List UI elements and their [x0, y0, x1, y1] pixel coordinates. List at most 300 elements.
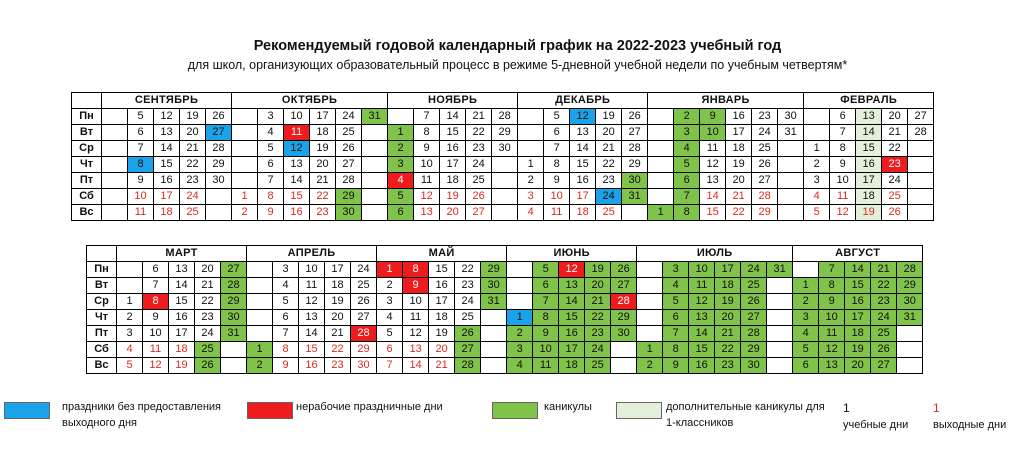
day-cell: 10 [533, 342, 559, 358]
day-cell: 21 [596, 141, 622, 157]
day-cell: 28 [908, 125, 934, 141]
day-cell: 15 [856, 141, 882, 157]
day-cell: 13 [559, 278, 585, 294]
day-cell: 20 [726, 173, 752, 189]
day-cell: 24 [466, 157, 492, 173]
day-cell: 10 [143, 326, 169, 342]
day-cell [637, 294, 663, 310]
day-cell: 6 [793, 358, 819, 374]
day-cell: 19 [440, 189, 466, 205]
day-cell: 18 [856, 189, 882, 205]
weekday-label: Сб [72, 189, 102, 205]
day-cell: 31 [897, 310, 923, 326]
day-cell: 4 [507, 358, 533, 374]
day-cell: 30 [206, 173, 232, 189]
day-cell: 2 [377, 278, 403, 294]
day-cell [102, 141, 128, 157]
day-cell: 16 [299, 358, 325, 374]
day-cell: 13 [414, 205, 440, 221]
day-cell: 14 [559, 294, 585, 310]
weekday-label: Пн [72, 109, 102, 125]
day-cell: 19 [325, 294, 351, 310]
day-cell [778, 173, 804, 189]
day-cell: 8 [830, 141, 856, 157]
day-cell: 21 [715, 326, 741, 342]
day-cell [206, 205, 232, 221]
day-cell [481, 326, 507, 342]
day-cell: 8 [533, 310, 559, 326]
day-cell [897, 326, 923, 342]
day-cell: 4 [518, 205, 544, 221]
day-cell: 3 [804, 173, 830, 189]
day-cell: 1 [507, 310, 533, 326]
weekday-label: Вс [87, 358, 117, 374]
day-cell [507, 278, 533, 294]
day-cell: 6 [273, 310, 299, 326]
day-cell: 29 [622, 157, 648, 173]
day-cell: 18 [429, 310, 455, 326]
day-cell: 14 [440, 109, 466, 125]
day-cell: 19 [726, 157, 752, 173]
day-cell: 23 [752, 109, 778, 125]
day-cell: 17 [726, 125, 752, 141]
day-cell: 8 [403, 262, 429, 278]
day-cell: 12 [299, 294, 325, 310]
legend-day-off-number: 1 [933, 401, 940, 415]
day-cell: 8 [143, 294, 169, 310]
day-cell: 29 [336, 189, 362, 205]
day-cell: 18 [570, 205, 596, 221]
month-name: НОЯБРЬ [388, 93, 518, 109]
day-cell: 27 [351, 310, 377, 326]
day-cell: 23 [455, 278, 481, 294]
day-cell [637, 326, 663, 342]
day-cell: 12 [284, 141, 310, 157]
day-cell [767, 310, 793, 326]
day-cell: 20 [715, 310, 741, 326]
day-cell: 31 [481, 294, 507, 310]
day-cell: 8 [128, 157, 154, 173]
day-cell: 6 [377, 342, 403, 358]
day-cell: 25 [741, 278, 767, 294]
day-cell: 3 [507, 342, 533, 358]
day-cell: 11 [143, 342, 169, 358]
legend-swatch-light-green [616, 402, 662, 419]
day-cell: 16 [440, 141, 466, 157]
day-cell: 20 [325, 310, 351, 326]
day-cell: 26 [351, 294, 377, 310]
day-cell: 10 [700, 125, 726, 141]
day-cell [492, 189, 518, 205]
day-cell: 26 [611, 262, 637, 278]
day-cell: 13 [856, 109, 882, 125]
day-cell: 16 [570, 173, 596, 189]
day-cell: 4 [258, 125, 284, 141]
day-cell [648, 189, 674, 205]
day-cell: 17 [429, 294, 455, 310]
weekday-label: Вс [72, 205, 102, 221]
day-cell [481, 310, 507, 326]
day-cell: 30 [611, 326, 637, 342]
day-cell: 17 [570, 189, 596, 205]
day-cell: 16 [856, 157, 882, 173]
day-cell: 13 [154, 125, 180, 141]
day-cell: 17 [845, 310, 871, 326]
day-cell: 2 [793, 294, 819, 310]
day-cell: 7 [414, 109, 440, 125]
day-cell: 24 [180, 189, 206, 205]
day-cell [232, 141, 258, 157]
day-cell: 27 [466, 205, 492, 221]
day-cell [388, 109, 414, 125]
day-cell: 16 [845, 294, 871, 310]
day-cell: 9 [414, 141, 440, 157]
day-cell [232, 109, 258, 125]
day-cell: 6 [544, 125, 570, 141]
day-cell: 1 [377, 262, 403, 278]
day-cell [767, 342, 793, 358]
day-cell: 3 [117, 326, 143, 342]
day-cell: 24 [455, 294, 481, 310]
day-cell: 11 [689, 278, 715, 294]
month-name: ДЕКАБРЬ [518, 93, 648, 109]
day-cell: 3 [674, 125, 700, 141]
page-title: Рекомендуемый годовой календарный график на 2022-2023 учебный год [253, 38, 782, 54]
day-cell: 7 [258, 173, 284, 189]
day-cell: 5 [273, 294, 299, 310]
day-cell: 4 [273, 278, 299, 294]
day-cell: 6 [674, 173, 700, 189]
day-cell [767, 294, 793, 310]
day-cell: 19 [596, 109, 622, 125]
day-cell: 23 [310, 205, 336, 221]
day-cell [622, 205, 648, 221]
day-cell [102, 189, 128, 205]
day-cell: 17 [440, 157, 466, 173]
day-cell: 31 [778, 125, 804, 141]
day-cell: 13 [570, 125, 596, 141]
day-cell: 31 [362, 109, 388, 125]
day-cell [518, 125, 544, 141]
day-cell [637, 278, 663, 294]
day-cell [648, 141, 674, 157]
day-cell: 9 [700, 109, 726, 125]
day-cell: 4 [804, 189, 830, 205]
day-cell [767, 326, 793, 342]
day-cell: 25 [455, 310, 481, 326]
day-cell: 21 [195, 278, 221, 294]
day-cell: 21 [180, 141, 206, 157]
day-cell: 14 [856, 125, 882, 141]
day-cell: 19 [429, 326, 455, 342]
day-cell: 15 [284, 189, 310, 205]
month-name: ИЮНЬ [507, 246, 637, 262]
day-cell: 11 [544, 205, 570, 221]
month-name: АВГУСТ [793, 246, 923, 262]
month-name: СЕНТЯБРЬ [102, 93, 232, 109]
month-name: ФЕВРАЛЬ [804, 93, 934, 109]
day-cell: 7 [273, 326, 299, 342]
day-cell [897, 342, 923, 358]
day-cell: 7 [663, 326, 689, 342]
legend-label-nonworking-holidays: нерабочие праздничные дни [296, 401, 443, 413]
day-cell: 2 [518, 173, 544, 189]
day-cell: 26 [622, 109, 648, 125]
day-cell: 13 [403, 342, 429, 358]
day-cell: 9 [403, 278, 429, 294]
day-cell [221, 358, 247, 374]
day-cell: 2 [388, 141, 414, 157]
day-cell: 22 [726, 205, 752, 221]
legend-swatch-green [492, 402, 538, 419]
day-cell: 22 [180, 157, 206, 173]
day-cell: 5 [258, 141, 284, 157]
day-cell: 28 [351, 326, 377, 342]
day-cell: 6 [533, 278, 559, 294]
day-cell: 27 [221, 262, 247, 278]
day-cell: 18 [726, 141, 752, 157]
day-cell: 9 [258, 205, 284, 221]
day-cell: 25 [195, 342, 221, 358]
day-cell: 18 [559, 358, 585, 374]
day-cell: 5 [533, 262, 559, 278]
day-cell: 13 [169, 262, 195, 278]
day-cell: 10 [819, 310, 845, 326]
day-cell [767, 278, 793, 294]
day-cell: 2 [804, 157, 830, 173]
legend-label-extra-vacations: дополнительные каникулы для 1-классников [666, 401, 825, 429]
day-cell: 23 [715, 358, 741, 374]
day-cell: 23 [195, 310, 221, 326]
day-cell: 7 [128, 141, 154, 157]
day-cell: 10 [128, 189, 154, 205]
weekday-label: Чт [87, 310, 117, 326]
day-cell: 9 [128, 173, 154, 189]
day-cell: 1 [388, 125, 414, 141]
day-cell: 1 [232, 189, 258, 205]
day-cell: 30 [351, 358, 377, 374]
day-cell: 25 [752, 141, 778, 157]
day-cell: 11 [700, 141, 726, 157]
day-cell: 26 [741, 294, 767, 310]
day-cell [492, 173, 518, 189]
day-cell: 8 [544, 157, 570, 173]
day-cell: 12 [570, 109, 596, 125]
weekday-label: Ср [72, 141, 102, 157]
day-cell: 8 [414, 125, 440, 141]
day-cell: 22 [585, 310, 611, 326]
day-cell [611, 358, 637, 374]
day-cell: 18 [845, 326, 871, 342]
day-cell [247, 278, 273, 294]
day-cell: 4 [663, 278, 689, 294]
day-cell: 5 [128, 109, 154, 125]
day-cell: 5 [117, 358, 143, 374]
day-cell: 3 [258, 109, 284, 125]
day-cell: 28 [455, 358, 481, 374]
weekday-label: Сб [87, 342, 117, 358]
day-cell [648, 125, 674, 141]
day-cell: 23 [466, 141, 492, 157]
day-cell: 24 [596, 189, 622, 205]
day-cell: 6 [663, 310, 689, 326]
day-cell: 9 [544, 173, 570, 189]
day-cell: 11 [533, 358, 559, 374]
day-cell: 27 [336, 157, 362, 173]
day-cell: 5 [377, 326, 403, 342]
day-cell: 30 [741, 358, 767, 374]
day-cell [767, 358, 793, 374]
day-cell: 30 [492, 141, 518, 157]
day-cell: 5 [674, 157, 700, 173]
legend-school-day-number: 1 [843, 401, 850, 415]
day-cell: 25 [882, 189, 908, 205]
day-cell [102, 157, 128, 173]
day-cell [778, 141, 804, 157]
day-cell: 27 [752, 173, 778, 189]
day-cell: 26 [455, 326, 481, 342]
day-cell: 8 [674, 205, 700, 221]
day-cell [362, 125, 388, 141]
day-cell: 20 [429, 342, 455, 358]
day-cell: 28 [741, 326, 767, 342]
day-cell [908, 157, 934, 173]
day-cell: 6 [830, 109, 856, 125]
day-cell: 25 [336, 125, 362, 141]
day-cell: 15 [154, 157, 180, 173]
day-cell: 30 [481, 278, 507, 294]
day-cell: 10 [830, 173, 856, 189]
day-cell: 4 [793, 326, 819, 342]
day-cell [232, 125, 258, 141]
month-name: МАЙ [377, 246, 507, 262]
day-cell: 16 [169, 310, 195, 326]
day-cell [793, 262, 819, 278]
day-cell: 16 [726, 109, 752, 125]
weekday-label: Вт [72, 125, 102, 141]
page-subtitle: для школ, организующих образовательный процесс в режиме 5-дневной учебной недели по учебным четвертям* [187, 58, 848, 72]
day-cell: 17 [169, 326, 195, 342]
day-cell: 3 [388, 157, 414, 173]
day-cell [362, 189, 388, 205]
day-cell: 27 [908, 109, 934, 125]
day-cell: 5 [388, 189, 414, 205]
month-name: ИЮЛЬ [637, 246, 793, 262]
day-cell: 1 [793, 278, 819, 294]
day-cell: 31 [221, 326, 247, 342]
day-cell: 30 [622, 173, 648, 189]
day-cell: 15 [440, 125, 466, 141]
day-cell: 18 [440, 173, 466, 189]
day-cell [117, 262, 143, 278]
day-cell [247, 326, 273, 342]
day-cell: 20 [440, 205, 466, 221]
weekday-label: Пт [72, 173, 102, 189]
day-cell: 20 [845, 358, 871, 374]
day-cell [648, 173, 674, 189]
day-cell: 12 [689, 294, 715, 310]
day-cell: 22 [596, 157, 622, 173]
day-cell [637, 262, 663, 278]
day-cell: 12 [830, 205, 856, 221]
day-cell: 29 [492, 125, 518, 141]
day-cell [206, 189, 232, 205]
day-cell: 10 [414, 157, 440, 173]
day-cell: 19 [856, 205, 882, 221]
day-cell: 7 [544, 141, 570, 157]
day-cell: 19 [180, 109, 206, 125]
day-cell: 9 [663, 358, 689, 374]
day-cell: 14 [403, 358, 429, 374]
month-name: ЯНВАРЬ [648, 93, 804, 109]
day-cell [362, 205, 388, 221]
day-cell [804, 109, 830, 125]
day-cell: 9 [273, 358, 299, 374]
day-cell: 15 [429, 262, 455, 278]
day-cell: 6 [143, 262, 169, 278]
day-cell [232, 157, 258, 173]
day-cell: 21 [585, 294, 611, 310]
day-cell [247, 310, 273, 326]
day-cell: 18 [169, 342, 195, 358]
day-cell: 21 [325, 326, 351, 342]
day-cell: 19 [310, 141, 336, 157]
day-cell: 9 [143, 310, 169, 326]
day-cell: 24 [871, 310, 897, 326]
day-cell [611, 342, 637, 358]
day-cell: 17 [154, 189, 180, 205]
day-cell: 22 [325, 342, 351, 358]
day-cell: 22 [195, 294, 221, 310]
day-cell: 3 [663, 262, 689, 278]
day-cell: 30 [221, 310, 247, 326]
day-cell [518, 109, 544, 125]
day-cell: 17 [856, 173, 882, 189]
day-cell [637, 310, 663, 326]
day-cell: 10 [689, 262, 715, 278]
day-cell: 25 [466, 173, 492, 189]
day-cell [221, 342, 247, 358]
day-cell: 2 [117, 310, 143, 326]
day-cell: 17 [715, 262, 741, 278]
day-cell: 24 [336, 109, 362, 125]
legend-label-holidays-no-dayoff: праздники без предоставления выходного дня [62, 401, 221, 429]
weekday-label: Пн [87, 262, 117, 278]
day-cell: 7 [533, 294, 559, 310]
day-cell: 14 [284, 173, 310, 189]
day-cell: 28 [492, 109, 518, 125]
day-cell: 2 [232, 205, 258, 221]
day-cell [117, 278, 143, 294]
day-cell [778, 205, 804, 221]
day-cell: 26 [882, 205, 908, 221]
day-cell: 29 [752, 205, 778, 221]
day-cell [908, 205, 934, 221]
day-cell: 14 [689, 326, 715, 342]
day-cell: 2 [247, 358, 273, 374]
day-cell: 26 [871, 342, 897, 358]
day-cell: 12 [414, 189, 440, 205]
day-cell [481, 342, 507, 358]
day-cell [778, 157, 804, 173]
weekday-label: Пт [87, 326, 117, 342]
day-cell: 12 [154, 109, 180, 125]
day-cell [897, 358, 923, 374]
day-cell: 14 [154, 141, 180, 157]
legend-label-school-days: учебные дни [843, 419, 909, 431]
day-cell: 26 [336, 141, 362, 157]
day-cell: 17 [310, 109, 336, 125]
